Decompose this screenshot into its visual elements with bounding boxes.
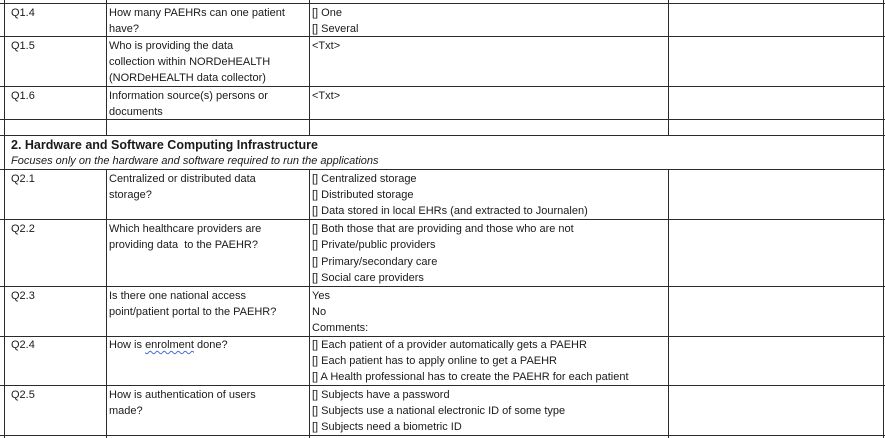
question-id: Q2.3 [11,290,35,302]
answer-option: [] Social care providers [312,272,424,284]
question-text: How is authentication of users [109,389,256,401]
spellcheck-marked-word[interactable]: enrolment [145,339,194,351]
answer-option: [] Each patient has to apply online to get a PAEHR [312,355,558,367]
answer-option: [] Subjects need a biometric ID [312,421,462,433]
question-text: How many PAEHRs can one patient [109,7,285,19]
question-id: Q1.5 [11,40,35,52]
question-text: documents [109,106,163,118]
answer-option: [] Subjects use a national electronic ID of some type [312,405,566,417]
question-text: Centralized or distributed data [109,173,256,185]
question-text: Who is providing the data [109,40,234,52]
answer-option: [] Centralized storage [312,173,417,185]
answer-option: [] Primary/secondary care [312,256,438,268]
question-id: Q2.2 [11,223,35,235]
question-id: Q1.6 [11,90,35,102]
answer-option: [] Private/public providers [312,239,436,251]
question-text-prefix: How is [109,339,146,351]
question-text [109,337,228,354]
answer-option: [] Both those that are providing and those who are not [312,223,574,235]
question-text: Which healthcare providers are [109,223,262,235]
question-text: point/patient portal to the PAEHR? [109,306,277,318]
answer-option: [] Data stored in local EHRs (and extracted to Journalen) [312,205,588,217]
column-divider [309,0,310,136]
question-text-suffix: done? [193,339,228,351]
answer-option: [] A Health professional has to create the PAEHR for each patient [312,371,629,383]
answer-option: [] Each patient of a provider automatically gets a PAEHR [312,339,587,351]
answer-option: Yes [312,290,330,302]
question-id: Q2.1 [11,173,35,185]
column-divider [668,169,669,438]
question-text: made? [109,405,143,417]
table-border-right [883,0,884,438]
question-text: have? [109,23,139,35]
question-id: Q2.5 [11,389,35,401]
question-text: Information source(s) persons or [109,90,268,102]
question-text: providing data to the PAEHR? [109,239,258,251]
answer-option: [] One [312,7,342,19]
answer-placeholder: <Txt> [312,40,341,52]
question-id: Q1.4 [11,7,35,19]
column-divider [309,169,310,438]
column-divider [106,169,107,438]
row-divider [0,286,885,287]
row-divider [0,135,885,136]
column-divider [106,0,107,136]
section-subtitle: Focuses only on the hardware and software required to run the applications [11,155,379,167]
column-divider [668,0,669,136]
question-id: Q2.4 [11,339,35,351]
answer-option: [] Distributed storage [312,189,414,201]
question-text: storage? [109,189,152,201]
question-text: Is there one national access [109,290,246,302]
table-border-left [4,0,5,438]
answer-comments-label: Comments: [312,322,369,334]
answer-option: [] Several [312,23,359,35]
answer-option: No [312,306,327,318]
answer-option: [] Subjects have a password [312,389,450,401]
question-text: collection within NORDeHEALTH [109,56,271,68]
answer-placeholder: <Txt> [312,90,341,102]
question-text: (NORDeHEALTH data collector) [109,72,266,84]
section-title: 2. Hardware and Software Computing Infrastructure [11,138,318,152]
table-border-top [0,3,885,4]
